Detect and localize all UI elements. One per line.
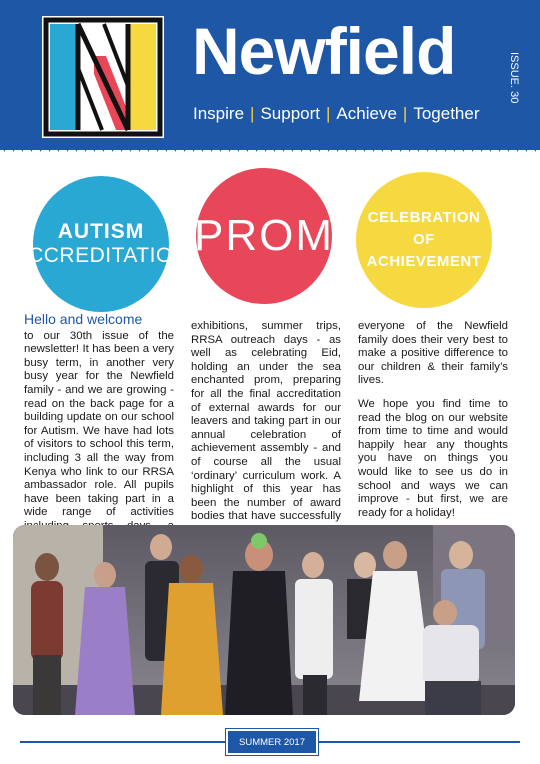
article-column-1 bbox=[24, 313, 174, 557]
tagline-inspire: Inspire bbox=[193, 104, 245, 123]
celebration-circle bbox=[356, 172, 492, 308]
circle-2-line-1: PROM bbox=[194, 211, 334, 260]
circle-3-line-2: OF bbox=[413, 231, 435, 249]
masthead bbox=[0, 0, 540, 150]
article-col1-text: to our 30th issue of the newsletter! It has been a very busy term, in another very busy year for the Newfield family - and we are growing - read on the back page for a building update on our school for Autism. We have had lots of visitors to school this term, including 3 all the way from Kenya who link to our RRSA ambassador role. All pupils have been taking part in a wide range of activities bbox=[24, 329, 174, 519]
article-col2-text: exhibitions, summer trips, RRSA outreach days - as well as celebrating Eid, holding an under the sea enchanted prom, preparing for all the final accreditation of external awards for our leavers and taking part in our annual celebration of achievement assembly - and of course all the usual ‘ordinary’ curriculum work. A highlight of this year has been the number of award bodies that have successfully bbox=[191, 320, 341, 523]
article-col3-p1: everyone of the Newfield family does their very best to make a positive difference to our children & their family’s lives. bbox=[358, 320, 508, 387]
circle-1-line-1: AUTISM bbox=[57, 220, 145, 243]
prom-group-photo bbox=[13, 525, 515, 715]
article-heading: Hello and welcome bbox=[24, 311, 143, 327]
autism-accreditation-circle bbox=[13, 176, 189, 312]
tagline-support: Support bbox=[260, 104, 320, 123]
edition-badge: SUMMER 2017 bbox=[226, 729, 318, 755]
brand-name: Newfield bbox=[192, 14, 456, 88]
issue-number: ISSUE. 30 bbox=[508, 52, 520, 104]
tagline-achieve: Achieve bbox=[336, 104, 397, 123]
newfield-logo bbox=[42, 16, 164, 138]
tagline-together: Together bbox=[413, 104, 480, 123]
article-col3-p2: We hope you find time to read the blog on our website from time to time and would happily hear any thoughts you have on things you would like to see us do in school and ways we can improve - but first, we are ready for a holiday! bbox=[358, 397, 508, 519]
zigzag-border bbox=[0, 140, 540, 154]
tagline: Inspire | Support | Achieve | Together bbox=[193, 104, 480, 123]
circle-1-line-2: ACCREDITATION bbox=[13, 244, 189, 267]
prom-circle bbox=[196, 168, 332, 304]
circle-3-line-3: ACHIEVEMENT bbox=[366, 252, 482, 270]
circle-3-line-1: CELEBRATION bbox=[367, 209, 481, 227]
